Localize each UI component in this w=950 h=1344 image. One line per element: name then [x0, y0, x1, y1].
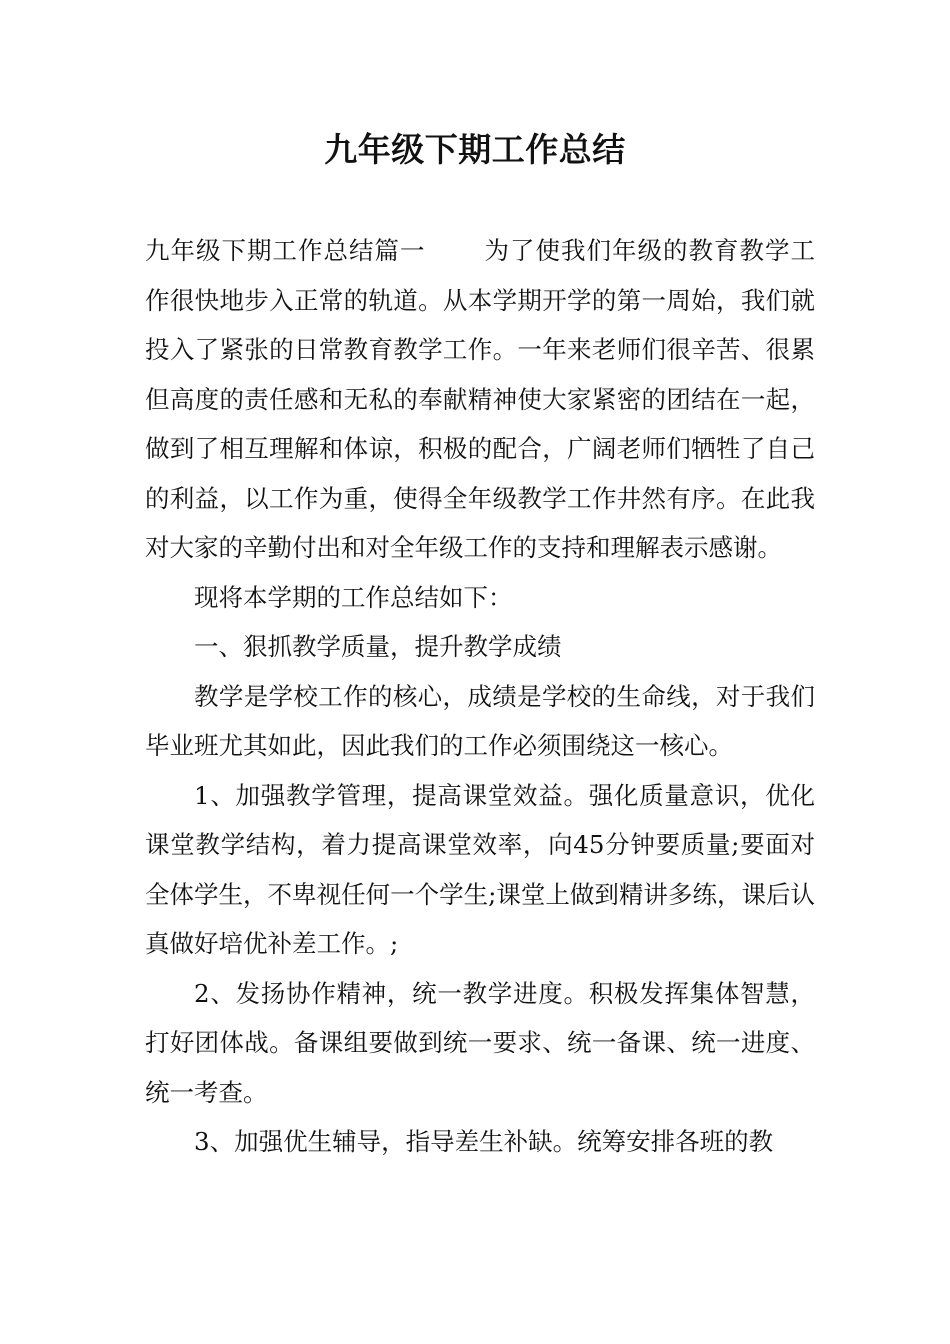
- paragraph-core: 教学是学校工作的核心，成绩是学校的生命线，对于我们毕业班尤其如此，因此我们的工作必须围绕这一核心。: [145, 681, 815, 760]
- paragraph-item-2: 2、发扬协作精神，统一教学进度。积极发挥集体智慧，打好团体战。备课组要做到统一要求、统一备课、统一进度、统一考查。: [145, 978, 815, 1107]
- document-body: [145, 226, 815, 1167]
- intro-paragraph: [145, 226, 815, 573]
- paragraph-item-1: 1、加强教学管理，提高课堂效益。强化质量意识，优化课堂教学结构，着力提高课堂效率，向45分钟要质量;要面对全体学生，不卑视任何一个学生;课堂上做到精讲多练，课后认真做好培优补差工作。;: [145, 780, 815, 958]
- paragraph-item-3: 3、加强优生辅导，指导差生补缺。统筹安排各班的教: [194, 1127, 774, 1156]
- paragraph-summary-lead: 现将本学期的工作总结如下：: [194, 582, 513, 612]
- intro-text: 为了使我们年级的教育教学工作很快地步入正常的轨道。从本学期开学的第一周始，我们就投入了紧张的日常教育教学工作。一年来老师们很辛苦、很累但高度的责任感和无私的奉献精神使大家紧密的团结在一起，做到了相互理解和体谅，积极的配合，广阔老师们牺牲了自己的利益，以工作为重，使得全年级教学工作井然有序。在此我对大家的辛勤付出和对全年级工作的支持和理解表示感谢。: [145, 236, 815, 562]
- intro-heading: 九年级下期工作总结篇一: [145, 236, 426, 265]
- document-title: 九年级下期工作总结: [324, 130, 626, 169]
- section-heading-1: 一、狠抓教学质量，提升教学成绩: [194, 632, 562, 661]
